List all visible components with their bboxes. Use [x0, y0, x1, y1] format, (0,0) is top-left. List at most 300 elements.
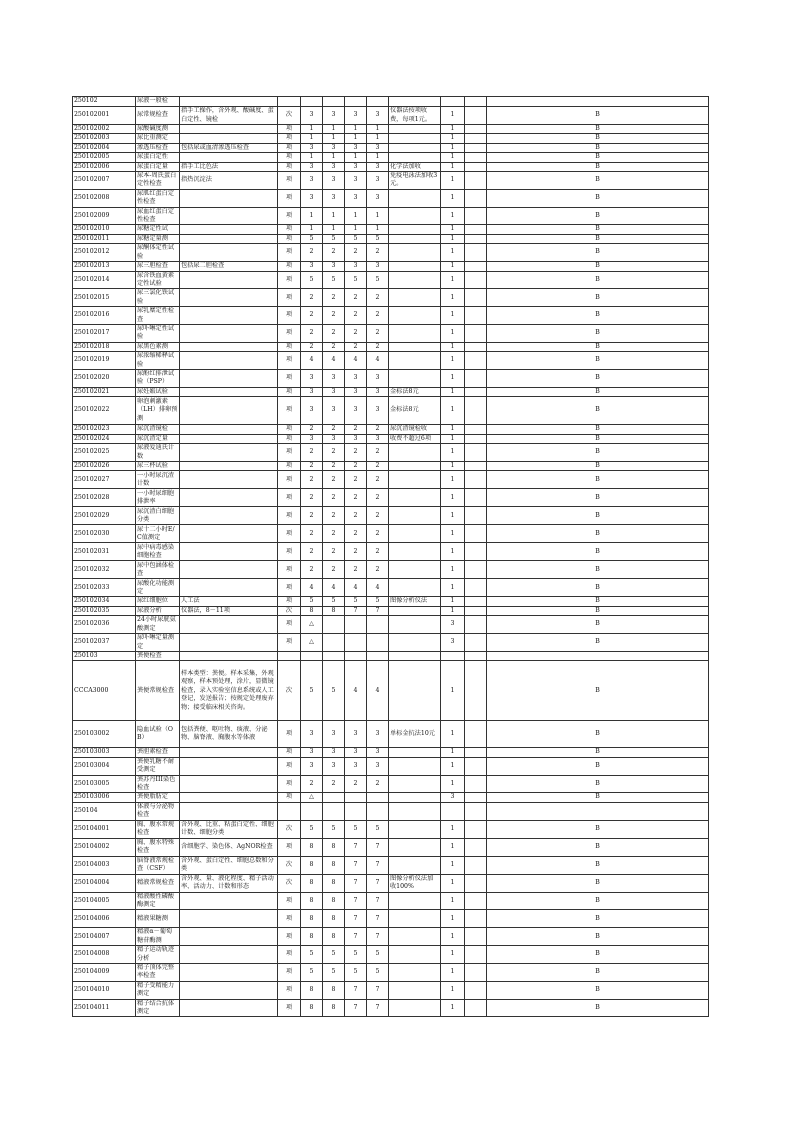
cell-item-content [180, 489, 278, 507]
cell-category: 1 [441, 289, 465, 307]
cell-price-tier-3: 1 [345, 207, 367, 225]
table-row [73, 244, 709, 262]
cell-payment-class: B [487, 793, 709, 802]
cell-price-tier-2 [323, 616, 345, 634]
cell-remark [389, 289, 441, 307]
cell-item-content [180, 434, 278, 443]
cell-item-content [180, 802, 278, 820]
cell-blank-column [465, 874, 487, 892]
cell-price-tier-4: 7 [367, 856, 389, 874]
cell-payment-class: B [487, 661, 709, 721]
cell-remark [389, 143, 441, 152]
cell-item-content [180, 579, 278, 597]
cell-price-tier-3: 2 [345, 462, 367, 471]
table-row [73, 820, 709, 838]
cell-item-name: 尿浓缩稀释试验 [136, 352, 180, 370]
cell-payment-class: B [487, 616, 709, 634]
table-row [73, 134, 709, 143]
cell-price-tier-2: 3 [323, 143, 345, 152]
cell-blank-column [465, 143, 487, 152]
cell-price-tier-2: 5 [323, 234, 345, 243]
cell-item-code: 250102013 [73, 262, 136, 271]
cell-remark [389, 153, 441, 162]
cell-price-tier-1: 5 [301, 820, 323, 838]
cell-item-code: 250102005 [73, 153, 136, 162]
cell-remark [389, 820, 441, 838]
cell-category: 1 [441, 579, 465, 597]
cell-payment-class: B [487, 225, 709, 234]
cell-payment-class: B [487, 892, 709, 910]
cell-category: 1 [441, 262, 465, 271]
table-row [73, 928, 709, 946]
cell-item-code: 250102011 [73, 234, 136, 243]
cell-blank-column [465, 369, 487, 387]
cell-remark [389, 543, 441, 561]
cell-item-name: 尿酸化功能测定 [136, 579, 180, 597]
cell-unit: 次 [278, 661, 301, 721]
cell-price-tier-2: 3 [323, 262, 345, 271]
cell-item-name: 尿肌红蛋白定性检查 [136, 189, 180, 207]
cell-category: 1 [441, 162, 465, 171]
table-row [73, 525, 709, 543]
cell-price-tier-1: 8 [301, 981, 323, 999]
cell-unit: 次 [278, 107, 301, 125]
cell-price-tier-3: 4 [345, 661, 367, 721]
cell-item-content [180, 425, 278, 434]
cell-item-name: 尿三氯化铁试验 [136, 289, 180, 307]
table-row [73, 289, 709, 307]
cell-item-content [180, 946, 278, 964]
cell-item-name: 精液果糖测 [136, 910, 180, 928]
cell-item-name: 尿卟啉定性试验 [136, 324, 180, 342]
cell-unit: 项 [278, 981, 301, 999]
cell-price-tier-1: 2 [301, 307, 323, 325]
cell-item-content [180, 462, 278, 471]
cell-category: 1 [441, 234, 465, 243]
cell-price-tier-1: 1 [301, 125, 323, 134]
cell-price-tier-1: 3 [301, 189, 323, 207]
table-row [73, 489, 709, 507]
cell-price-tier-4: 7 [367, 874, 389, 892]
cell-price-tier-2: 3 [323, 387, 345, 396]
cell-price-tier-3 [345, 616, 367, 634]
cell-item-name: 尿酚红排泄试验（PSP） [136, 369, 180, 387]
cell-item-name: 尿糖定量测 [136, 234, 180, 243]
cell-price-tier-1: 2 [301, 489, 323, 507]
cell-payment-class: B [487, 820, 709, 838]
cell-unit: 项 [278, 307, 301, 325]
cell-item-code: 250102007 [73, 172, 136, 190]
cell-price-tier-2: 1 [323, 125, 345, 134]
cell-remark [389, 606, 441, 615]
cell-price-tier-4: 2 [367, 425, 389, 434]
cell-price-tier-4: 3 [367, 434, 389, 443]
cell-price-tier-2: 2 [323, 425, 345, 434]
cell-unit: 项 [278, 561, 301, 579]
cell-payment-class: B [487, 721, 709, 748]
cell-payment-class: B [487, 597, 709, 606]
cell-category: 1 [441, 910, 465, 928]
cell-price-tier-1: 3 [301, 262, 323, 271]
cell-unit: 项 [278, 471, 301, 489]
cell-item-content [180, 307, 278, 325]
cell-unit: 项 [278, 489, 301, 507]
cell-item-content: 含外观、量、液化程度、精子活动率、活动力、计数和形态 [180, 874, 278, 892]
cell-price-tier-2: 8 [323, 910, 345, 928]
cell-item-content: 包括尿二胆检查 [180, 262, 278, 271]
cell-item-code: 250102033 [73, 579, 136, 597]
cell-price-tier-3: 3 [345, 387, 367, 396]
cell-category: 1 [441, 369, 465, 387]
cell-price-tier-2: 5 [323, 820, 345, 838]
cell-price-tier-3: 3 [345, 748, 367, 757]
cell-unit: 项 [278, 244, 301, 262]
cell-price-tier-1: 1 [301, 134, 323, 143]
cell-price-tier-3: 5 [345, 946, 367, 964]
cell-remark [389, 507, 441, 525]
table-row [73, 162, 709, 171]
cell-item-content [180, 775, 278, 793]
cell-item-content: 指热沉淀法 [180, 172, 278, 190]
cell-blank-column [465, 802, 487, 820]
cell-price-tier-4: 5 [367, 271, 389, 289]
cell-unit: 项 [278, 946, 301, 964]
cell-price-tier-3: 3 [345, 397, 367, 425]
cell-item-content [180, 225, 278, 234]
cell-remark [389, 324, 441, 342]
cell-item-code: 250102023 [73, 425, 136, 434]
cell-category: 1 [441, 838, 465, 856]
table-row [73, 874, 709, 892]
cell-price-tier-1: 2 [301, 462, 323, 471]
cell-blank-column [465, 397, 487, 425]
cell-price-tier-1: △ [301, 616, 323, 634]
cell-price-tier-4: 7 [367, 910, 389, 928]
cell-payment-class: B [487, 425, 709, 434]
cell-remark [389, 342, 441, 351]
cell-item-content [180, 369, 278, 387]
cell-price-tier-3: 3 [345, 262, 367, 271]
cell-item-content: 指手工比色法 [180, 162, 278, 171]
cell-unit: 项 [278, 525, 301, 543]
cell-item-code: CCCA3000 [73, 661, 136, 721]
cell-price-tier-1: 8 [301, 999, 323, 1017]
cell-item-code: 250102010 [73, 225, 136, 234]
cell-item-code: 250104008 [73, 946, 136, 964]
cell-price-tier-4: 3 [367, 162, 389, 171]
cell-item-content [180, 963, 278, 981]
cell-blank-column [465, 425, 487, 434]
cell-payment-class: B [487, 153, 709, 162]
table-row [73, 597, 709, 606]
cell-item-content [180, 244, 278, 262]
cell-remark [389, 352, 441, 370]
table-row [73, 652, 709, 661]
cell-item-name: 精子受精能力测定 [136, 981, 180, 999]
cell-payment-class: B [487, 172, 709, 190]
cell-price-tier-2: 5 [323, 597, 345, 606]
table-row [73, 207, 709, 225]
cell-item-name: 尿糖定性试 [136, 225, 180, 234]
cell-category: 1 [441, 820, 465, 838]
cell-blank-column [465, 153, 487, 162]
cell-remark [389, 892, 441, 910]
cell-item-code: 250103 [73, 652, 136, 661]
cell-item-content [180, 134, 278, 143]
cell-item-code: 250102036 [73, 616, 136, 634]
cell-price-tier-3: 7 [345, 999, 367, 1017]
table-row [73, 172, 709, 190]
cell-price-tier-3: 7 [345, 910, 367, 928]
cell-unit [278, 802, 301, 820]
cell-item-name: 尿常规检查 [136, 107, 180, 125]
cell-price-tier-4: 2 [367, 444, 389, 462]
cell-remark [389, 125, 441, 134]
cell-price-tier-2: 1 [323, 153, 345, 162]
cell-item-code: 250102017 [73, 324, 136, 342]
cell-remark [389, 999, 441, 1017]
cell-unit: 项 [278, 369, 301, 387]
cell-payment-class: B [487, 387, 709, 396]
cell-remark [389, 856, 441, 874]
cell-price-tier-1: 2 [301, 561, 323, 579]
cell-remark: 图像分析仪法 [389, 597, 441, 606]
cell-blank-column [465, 471, 487, 489]
table-row [73, 963, 709, 981]
cell-price-tier-4: 2 [367, 489, 389, 507]
cell-unit: 项 [278, 289, 301, 307]
cell-payment-class: B [487, 634, 709, 652]
cell-unit: 项 [278, 579, 301, 597]
cell-price-tier-4: 3 [367, 107, 389, 125]
cell-unit: 项 [278, 910, 301, 928]
cell-unit: 项 [278, 162, 301, 171]
cell-blank-column [465, 579, 487, 597]
cell-price-tier-3: 2 [345, 289, 367, 307]
cell-item-name: 尿酮体定性试验 [136, 244, 180, 262]
cell-item-code: 250104003 [73, 856, 136, 874]
cell-item-code: 250104005 [73, 892, 136, 910]
cell-price-tier-3: 7 [345, 606, 367, 615]
cell-price-tier-3: 1 [345, 134, 367, 143]
cell-price-tier-3: 1 [345, 125, 367, 134]
cell-payment-class: B [487, 107, 709, 125]
cell-price-tier-1: 8 [301, 606, 323, 615]
cell-item-code: 250103006 [73, 793, 136, 802]
cell-payment-class: B [487, 748, 709, 757]
cell-item-name: 尿卟啉定量测定 [136, 634, 180, 652]
cell-item-content [180, 471, 278, 489]
cell-item-name: 尿乳糜定性检查 [136, 307, 180, 325]
cell-unit: 项 [278, 425, 301, 434]
cell-unit: 项 [278, 387, 301, 396]
cell-price-tier-2: 2 [323, 289, 345, 307]
cell-item-content: 人工法 [180, 597, 278, 606]
cell-price-tier-3: 3 [345, 162, 367, 171]
cell-price-tier-3: 7 [345, 874, 367, 892]
cell-category: 1 [441, 324, 465, 342]
cell-category: 1 [441, 561, 465, 579]
cell-price-tier-4: 7 [367, 838, 389, 856]
cell-blank-column [465, 387, 487, 396]
cell-price-tier-4: 7 [367, 999, 389, 1017]
cell-item-name: 精子顶体完整率检查 [136, 963, 180, 981]
cell-remark [389, 225, 441, 234]
table-row [73, 189, 709, 207]
cell-item-content [180, 928, 278, 946]
cell-category: 1 [441, 134, 465, 143]
cell-category: 1 [441, 489, 465, 507]
cell-item-content [180, 324, 278, 342]
cell-item-code: 250102004 [73, 143, 136, 152]
cell-price-tier-3: 3 [345, 757, 367, 775]
cell-category: 1 [441, 999, 465, 1017]
cell-price-tier-1: △ [301, 634, 323, 652]
cell-blank-column [465, 963, 487, 981]
cell-price-tier-2: 3 [323, 107, 345, 125]
table-row [73, 793, 709, 802]
table-row [73, 910, 709, 928]
cell-unit: 项 [278, 134, 301, 143]
cell-price-tier-3: 7 [345, 838, 367, 856]
cell-item-code: 250102035 [73, 606, 136, 615]
table-row [73, 802, 709, 820]
cell-price-tier-2: 1 [323, 207, 345, 225]
cell-price-tier-2: 8 [323, 838, 345, 856]
cell-item-code: 250102019 [73, 352, 136, 370]
cell-price-tier-4: 2 [367, 471, 389, 489]
cell-item-content [180, 616, 278, 634]
cell-category: 1 [441, 775, 465, 793]
cell-price-tier-2: 8 [323, 928, 345, 946]
table-row [73, 856, 709, 874]
cell-item-name: 胸、腹水常规检查 [136, 820, 180, 838]
cell-unit: 项 [278, 352, 301, 370]
cell-item-code: 250102021 [73, 387, 136, 396]
cell-price-tier-1: 2 [301, 525, 323, 543]
cell-payment-class: B [487, 289, 709, 307]
cell-payment-class: B [487, 434, 709, 443]
table-row [73, 225, 709, 234]
cell-payment-class: B [487, 928, 709, 946]
cell-unit: 项 [278, 125, 301, 134]
cell-item-name: 尿中病毒感染细胞检查 [136, 543, 180, 561]
cell-item-name: 尿中包涵体检查 [136, 561, 180, 579]
cell-remark [389, 462, 441, 471]
cell-price-tier-1: 3 [301, 369, 323, 387]
cell-price-tier-3: 3 [345, 721, 367, 748]
cell-item-name: 尿沉渣定量 [136, 434, 180, 443]
cell-item-code: 250102032 [73, 561, 136, 579]
cell-price-tier-1: 5 [301, 661, 323, 721]
cell-unit: 次 [278, 874, 301, 892]
cell-remark [389, 189, 441, 207]
cell-price-tier-1: 2 [301, 289, 323, 307]
cell-payment-class: B [487, 561, 709, 579]
cell-price-tier-3 [345, 802, 367, 820]
cell-item-content [180, 634, 278, 652]
cell-price-tier-4: 1 [367, 125, 389, 134]
cell-category: 1 [441, 892, 465, 910]
cell-price-tier-3 [345, 97, 367, 107]
cell-category: 1 [441, 507, 465, 525]
table-row [73, 579, 709, 597]
cell-unit: 项 [278, 838, 301, 856]
cell-item-code: 250102009 [73, 207, 136, 225]
cell-category: 1 [441, 225, 465, 234]
cell-price-tier-4: 5 [367, 234, 389, 243]
cell-price-tier-2: 2 [323, 561, 345, 579]
cell-item-name: 24小时尿胱氨酸测定 [136, 616, 180, 634]
cell-payment-class: B [487, 507, 709, 525]
cell-unit: 项 [278, 892, 301, 910]
cell-item-name: 精子结合抗体测定 [136, 999, 180, 1017]
cell-remark [389, 928, 441, 946]
cell-price-tier-1: △ [301, 793, 323, 802]
cell-price-tier-3: 5 [345, 820, 367, 838]
cell-remark [389, 775, 441, 793]
cell-item-content [180, 271, 278, 289]
cell-category: 1 [441, 434, 465, 443]
cell-category: 1 [441, 748, 465, 757]
cell-price-tier-2 [323, 802, 345, 820]
cell-payment-class: B [487, 606, 709, 615]
cell-payment-class: B [487, 999, 709, 1017]
cell-remark [389, 634, 441, 652]
cell-price-tier-4: 2 [367, 525, 389, 543]
cell-item-name: 尿沉渣镜检 [136, 425, 180, 434]
cell-item-code: 250102006 [73, 162, 136, 171]
cell-category: 3 [441, 793, 465, 802]
cell-item-code: 250104 [73, 802, 136, 820]
cell-price-tier-4: 5 [367, 597, 389, 606]
cell-remark [389, 244, 441, 262]
cell-price-tier-1: 8 [301, 856, 323, 874]
table-row [73, 892, 709, 910]
cell-price-tier-4 [367, 616, 389, 634]
cell-payment-class: B [487, 525, 709, 543]
cell-unit: 项 [278, 507, 301, 525]
cell-price-tier-1: 1 [301, 225, 323, 234]
cell-category: 1 [441, 928, 465, 946]
cell-price-tier-4: 4 [367, 579, 389, 597]
cell-price-tier-1: 2 [301, 444, 323, 462]
cell-price-tier-3: 3 [345, 143, 367, 152]
cell-price-tier-1: 8 [301, 874, 323, 892]
cell-category: 1 [441, 525, 465, 543]
cell-item-content: 包括粪便、呕吐物、痰液、分泌物、脑脊液、胸腹水等体液 [180, 721, 278, 748]
cell-price-tier-2: 8 [323, 999, 345, 1017]
cell-item-code: 250102028 [73, 489, 136, 507]
cell-price-tier-3: 3 [345, 369, 367, 387]
cell-remark [389, 748, 441, 757]
cell-price-tier-1: 8 [301, 910, 323, 928]
table-row [73, 757, 709, 775]
cell-remark [389, 793, 441, 802]
cell-item-content [180, 387, 278, 396]
cell-remark: 尿沉渣镜检收 [389, 425, 441, 434]
cell-price-tier-3: 2 [345, 561, 367, 579]
cell-price-tier-3: 7 [345, 892, 367, 910]
cell-category: 1 [441, 387, 465, 396]
cell-price-tier-1: 3 [301, 757, 323, 775]
cell-item-content [180, 757, 278, 775]
cell-category: 1 [441, 444, 465, 462]
cell-blank-column [465, 561, 487, 579]
cell-item-name: 尿黑色素测 [136, 342, 180, 351]
cell-category: 1 [441, 143, 465, 152]
cell-price-tier-2: 3 [323, 748, 345, 757]
